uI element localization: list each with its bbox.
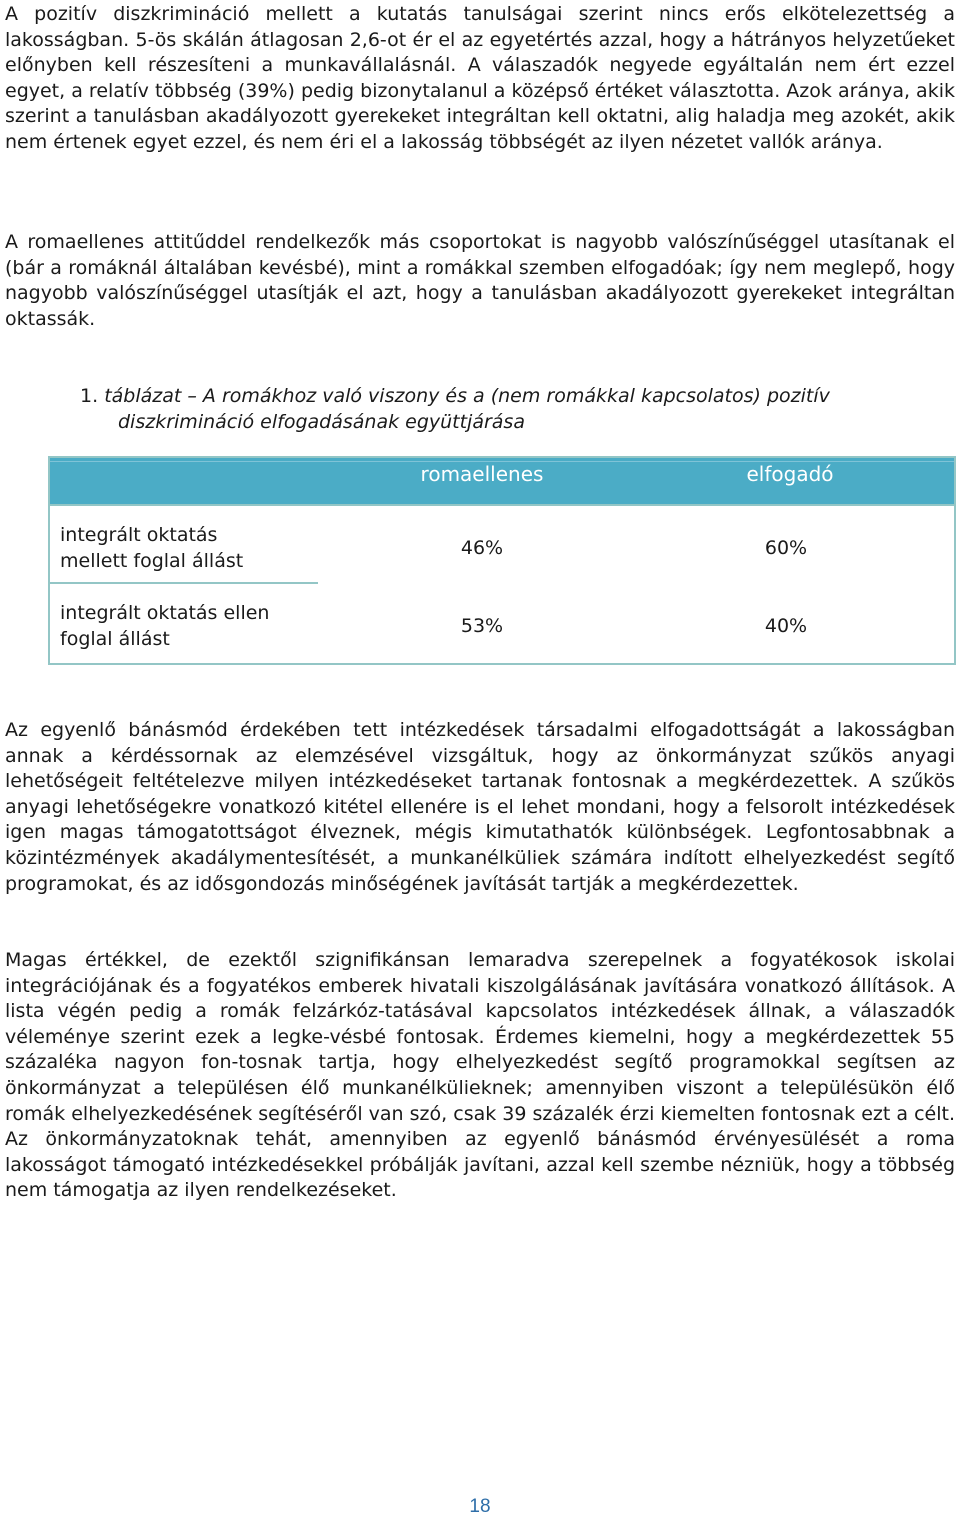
header-elfogado: elfogadó: [746, 462, 834, 486]
cell-elfogado: 60%: [764, 537, 808, 559]
table-caption-title-line1: táblázat – A romákhoz való viszony és a (nem romákkal kapcsolatos) pozitív: [104, 385, 830, 407]
row-label-line2: foglal állást: [60, 628, 170, 650]
paragraph-2: A romaellenes attitűddel rendelkezők más csoportokat is nagyobb valószínűséggel utasítanak el (bár a romáknál általában kevésbé), mint a romákkal szemben elfogadóak; így nem meglepő, hogy nagyobb valószínűséggel utasítják el azt, hogy a tanulásban akadályozott gyerekeket integráltan oktassák.: [5, 231, 955, 330]
table-caption-number: 1.: [80, 385, 99, 407]
paragraph-1: A pozitív diszkrimináció mellett a kutatás tanulságai szerint nincs erős elkötelezettség a lakosságban. 5-ös skálán átlagosan 2,6-ot ér el az egyetértés azzal, hogy a hátrányos helyzetűeket előnyben kell részesíteni a munkavállalásnál. A válaszadók negyede egyáltalán nem ért ezzel egyet, a relatív többség (39%) pedig bizonytalanul a középső értéket választotta. Azok aránya, akik szerint a tanulásban akadályozott gyerekeket integráltan kell oktatni, alig haladja meg azokét, akik nem értenek egyet ezzel, és nem éri el a lakosság többségét az ilyen nézetet vallók aránya.: [5, 3, 955, 153]
row-divider: [50, 582, 318, 584]
row-label-line1: integrált oktatás ellen: [60, 602, 270, 624]
table-header-row: [50, 458, 954, 506]
page-number: 18: [469, 1496, 491, 1517]
row-label: [60, 600, 320, 652]
paragraph-4: Magas értékkel, de ezektől szignifikánsan lemaradva szerepelnek a fogyatékosok iskolai integrációjának és a fogyatékos emberek hivatali kiszolgálásának javítására vonatkozó állítások. A lista végén pedig a romák felzárkóz-tatásával kapcsolatos intézkedések állnak, a válaszadók véleménye szerint ezek a legke-vésbé fontosak. Érdemes kiemelni, hogy a megkérdezettek 55 százaléka nagyon fon-tosnak tartja, hogy elhelyezkedést segítő programokkal segítsen az önkormányzat a településen élő munkanélkülieknek; amennyiben viszont a településükön élő romák elhelyezkedésének segítéséről van szó, csak 39 százalék érzi kiemelten fontosnak ezt a célt. Az önkormányzatoknak tehát, amennyiben az egyenlő bánásmód érvényesülését a roma lakosságot támogató intézkedésekkel próbálják javítani, azzal kell szembe nézniük, hogy a többség nem támogatja az ilyen rendelkezéseket.: [5, 949, 955, 1202]
header-romaellenes: romaellenes: [420, 462, 544, 486]
cell-romaellenes: 53%: [460, 615, 504, 637]
cell-elfogado: 40%: [764, 615, 808, 637]
data-table: [48, 456, 956, 665]
cell-romaellenes: 46%: [460, 537, 504, 559]
table-caption: [80, 384, 950, 435]
paragraph-3: Az egyenlő bánásmód érdekében tett intézkedések társadalmi elfogadottságát a lakosságban annak a kérdéssornak az elemzésével vizsgáltuk, hogy az önkormányzat szűkös anyagi lehetőségeit feltételezve milyen intézkedéseket tartanak fontosnak a megkérdezettek. A szűkös anyagi lehetőségekre vonatkozó kitétel ellenére is el lehet mondani, hogy a felsorolt intézkedések igen magas támogatottságot élveznek, mégis kimutathatók különbségek. Legfontosabbnak a közintézmények akadálymentesítését, a munkanélküliek számára indított elhelyezkedést segítő programokat, és az idősgondozás minőségének javítását tartják a megkérdezettek.: [5, 719, 955, 895]
row-label-line2: mellett foglal állást: [60, 550, 244, 572]
row-label-line1: integrált oktatás: [60, 524, 218, 546]
table-caption-title-line2: diszkrimináció elfogadásának együttjárása: [118, 410, 525, 433]
row-label: [60, 522, 320, 574]
